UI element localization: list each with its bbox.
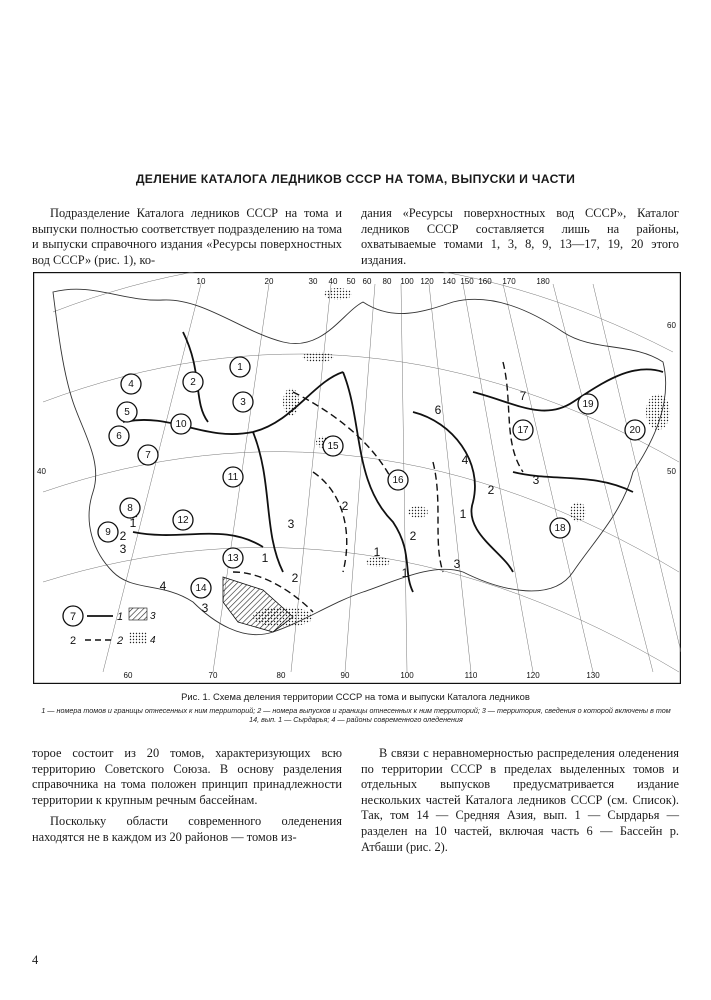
lon-label: 20 — [264, 277, 274, 286]
volume-marker — [109, 426, 129, 446]
issue-number: 3 — [119, 542, 127, 556]
svg-text:4: 4 — [128, 379, 134, 390]
lon-label: 110 — [464, 671, 478, 680]
lat-label: 50 — [667, 467, 676, 476]
svg-text:8: 8 — [127, 503, 133, 514]
legend-issue-sample: 2 — [69, 635, 77, 647]
lon-label: 120 — [526, 671, 540, 680]
issue-number: 3 — [201, 601, 209, 615]
volume-marker — [223, 548, 243, 568]
volume-marker — [117, 402, 137, 422]
paragraph: В связи с неравномерностью распределения оледенения по территории СССР в пределах выделенных томов и отдельных выпусков предусматривается издание нескольких частей Каталога ледников СССР (см. Список). Так, том 14 — Средняя Азия, вып. 1 — Сырдарья — разделен на 10 частей, включая часть 6 — Бассейн р. Атбаши (рис. 2). — [361, 746, 679, 854]
lat-label: 40 — [37, 467, 46, 476]
lon-label: 40 — [328, 277, 338, 286]
svg-text:10: 10 — [175, 419, 187, 430]
issue-number: 1 — [129, 516, 137, 530]
svg-text:7: 7 — [145, 450, 151, 461]
svg-text:9: 9 — [105, 527, 111, 538]
ussr-map-svg — [33, 272, 681, 684]
volume-marker — [121, 374, 141, 394]
volume-marker — [138, 445, 158, 465]
paragraph: Поскольку области современного оледенения находятся не в каждом из 20 районов — томов из- — [32, 814, 342, 844]
issue-number: 2 — [487, 483, 495, 497]
legend-volume-sample: 7 — [69, 611, 77, 623]
svg-text:3: 3 — [240, 397, 246, 408]
lon-label: 10 — [196, 277, 206, 286]
volume-marker — [120, 498, 140, 518]
svg-text:2: 2 — [190, 377, 196, 388]
svg-text:17: 17 — [517, 425, 529, 436]
lon-label: 30 — [308, 277, 318, 286]
volume-marker — [513, 420, 533, 440]
issue-number: 2 — [341, 499, 349, 513]
legend-hatch-label: 3 — [150, 611, 156, 622]
lon-label: 160 — [478, 277, 492, 286]
volume-marker — [625, 420, 645, 440]
lon-label: 60 — [362, 277, 372, 286]
svg-text:1: 1 — [237, 362, 243, 373]
figure-caption: Рис. 1. Схема деления территории СССР на тома и выпуски Каталога ледников — [181, 691, 530, 702]
text-column-bottom-left — [32, 746, 342, 846]
svg-text:19: 19 — [582, 399, 594, 410]
page-title: ДЕЛЕНИЕ КАТАЛОГА ЛЕДНИКОВ СССР НА ТОМА, ВЫПУСКИ И ЧАСТИ — [135, 172, 576, 186]
issue-number: 1 — [373, 545, 381, 559]
volume-marker — [183, 372, 203, 392]
paragraph: Подразделение Каталога ледников СССР на тома и выпуски полностью соответствует подразделению на тома и выпуски справочного издания «Ресурсы поверхностных вод СССР» (рис. 1), ко- — [32, 206, 342, 267]
map-border — [34, 273, 681, 684]
lon-label: 180 — [536, 277, 550, 286]
lon-label: 170 — [502, 277, 516, 286]
svg-text:11: 11 — [227, 472, 239, 483]
issue-number: 3 — [287, 517, 295, 531]
issue-number: 3 — [453, 557, 461, 571]
lon-label: 80 — [276, 671, 286, 680]
issue-number: 6 — [434, 403, 442, 417]
volume-marker — [388, 470, 408, 490]
svg-text:15: 15 — [327, 441, 339, 452]
lon-label: 60 — [123, 671, 133, 680]
paragraph: дания «Ресурсы поверхностных вод СССР», Каталог ледников СССР составляется лишь на районы, охватываемые томами 1, 3, 8, 9, 13—17, 19, 20 этого издания. — [361, 206, 679, 267]
volume-marker — [578, 394, 598, 414]
text-column-bottom-right — [361, 746, 679, 855]
svg-text:20: 20 — [629, 425, 641, 436]
issue-number: 4 — [159, 579, 167, 593]
lon-label: 80 — [382, 277, 392, 286]
ussr-map-figure — [33, 272, 681, 684]
lon-label: 70 — [208, 671, 218, 680]
lon-label: 150 — [460, 277, 474, 286]
svg-text:6: 6 — [116, 431, 122, 442]
svg-text:16: 16 — [392, 475, 404, 486]
volume-marker — [323, 436, 343, 456]
text-column-top-right — [361, 206, 679, 268]
lat-label: 60 — [667, 321, 676, 330]
lon-label: 140 — [442, 277, 456, 286]
paragraph: торое состоит из 20 томов, характеризующих всю территорию Советского Союза. В основу разделения справочника на тома положен принцип принадлежности территории к крупным речным бассейнам. — [32, 746, 342, 807]
volume-marker — [550, 518, 570, 538]
lon-label: 90 — [340, 671, 350, 680]
lon-label: 130 — [586, 671, 600, 680]
text-column-top-left — [32, 206, 342, 268]
volume-marker — [233, 392, 253, 412]
issue-number: 1 — [401, 566, 409, 580]
issue-number: 7 — [519, 389, 527, 403]
issue-number: 3 — [532, 473, 540, 487]
issue-number: 2 — [409, 529, 417, 543]
lon-label: 50 — [346, 277, 356, 286]
svg-text:13: 13 — [227, 553, 239, 564]
issue-number: 1 — [459, 507, 467, 521]
svg-text:18: 18 — [554, 523, 566, 534]
issue-number: 2 — [119, 529, 127, 543]
lon-label: 100 — [400, 277, 414, 286]
volume-marker — [173, 510, 193, 530]
volume-marker — [98, 522, 118, 542]
volume-marker — [223, 467, 243, 487]
svg-text:12: 12 — [177, 515, 189, 526]
volume-marker — [191, 578, 211, 598]
page-number: 4 — [32, 953, 39, 967]
lon-label: 120 — [420, 277, 434, 286]
volume-marker — [230, 357, 250, 377]
volume-marker — [171, 414, 191, 434]
svg-text:14: 14 — [195, 583, 207, 594]
legend-issue-line-label: 2 — [117, 635, 124, 647]
svg-text:5: 5 — [124, 407, 130, 418]
legend-glacier-label: 4 — [150, 635, 156, 646]
issue-number: 1 — [261, 551, 269, 565]
issue-number: 2 — [291, 571, 299, 585]
lon-label: 100 — [400, 671, 414, 680]
figure-legend-text: 1 — номера томов и границы отнесенных к ним территорий; 2 — номера выпусков и границы отнесенных к ним территорий; 3 — территория, сведения о которой включены в том 14, вып. 1 — Сырдарья; 4 — районы современного оледенения — [41, 706, 671, 724]
issue-number: 4 — [461, 453, 469, 467]
legend-volume-line-label: 1 — [117, 611, 124, 623]
